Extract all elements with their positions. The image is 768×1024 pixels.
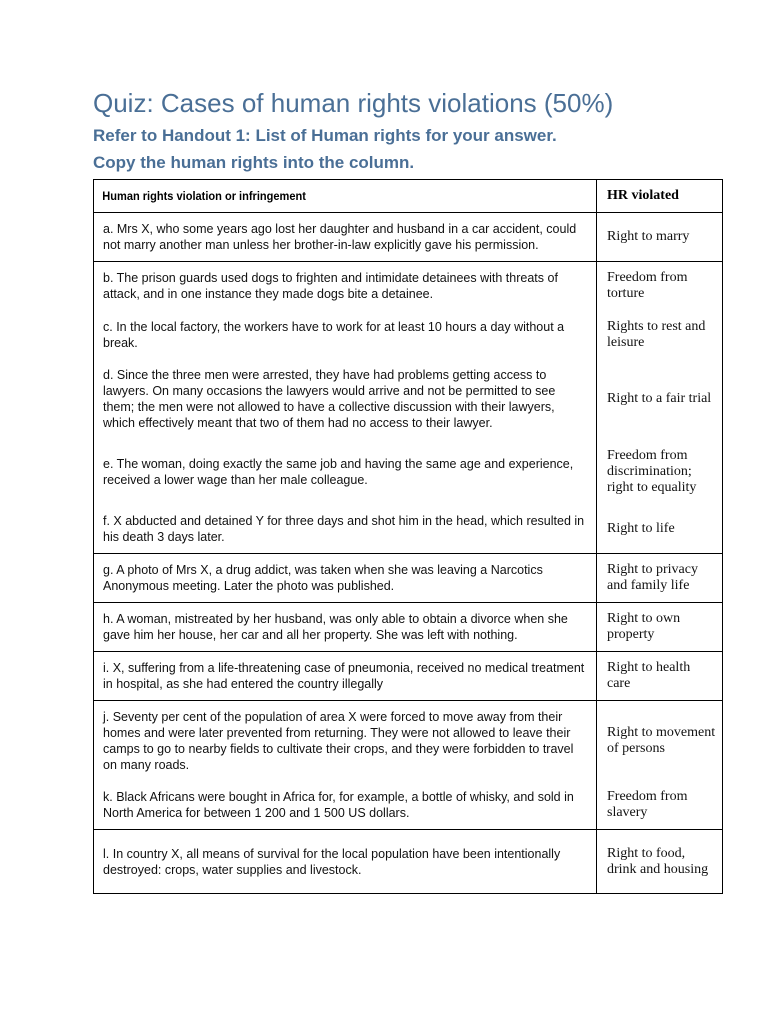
table-header-row [94, 180, 723, 213]
table-row [94, 359, 723, 440]
handout-instruction: Refer to Handout 1: List of Human rights for your answer. [93, 126, 557, 145]
header-violation: Human rights violation or infringement [102, 189, 306, 203]
case-g: g. A photo of Mrs X, a drug addict, was taken when she was leaving a Narcotics Anonymous meeting. Later the photo was published. [103, 563, 543, 593]
hr-violated-c: Rights to rest and leisure [607, 318, 706, 350]
hr-violated-j: Right to movement of persons [607, 725, 716, 757]
hr-violated-i: Right to health care [607, 660, 691, 691]
case-k: k. Black Africans were bought in Africa for, for example, a bottle of whisky, and sold in North America for between 1 200 and 1 500 US dollars. [103, 790, 574, 821]
case-j: j. Seventy per cent of the population of area X were forced to move away from their homes and were later prevented from returning. They were not allowed to leave their camps to go to nearby fields to cultivate their crops, and they were forbidden to travel on many roads. [103, 710, 574, 773]
hr-violated-a: Right to marry [607, 229, 690, 244]
table-row [94, 440, 723, 505]
table-row [94, 782, 723, 830]
hr-violated-b: Freedom from torture [607, 270, 688, 302]
table-row [94, 701, 723, 782]
table-row [94, 603, 723, 652]
table-row [94, 213, 723, 262]
case-b: b. The prison guards used dogs to frighten and intimidate detainees with threats of attack, and in one instance they made dogs bite a detainee. [103, 271, 558, 302]
table-row [94, 262, 723, 311]
case-a: a. Mrs X, who some years ago lost her daughter and husband in a car accident, could not marry another man unless her brother-in-law explicitly gave his permission. [103, 222, 577, 252]
hr-violated-e: Freedom from discrimination; right to equality [607, 448, 697, 495]
header-violation-cell [94, 180, 597, 213]
table-row [94, 505, 723, 554]
hr-violated-h: Right to own property [607, 611, 681, 642]
copy-instruction: Copy the human rights into the column. [93, 153, 415, 172]
table-row [94, 311, 723, 359]
header-hr-cell [597, 180, 723, 213]
case-d: d. Since the three men were arrested, they have had problems getting access to lawyers. On many occasions the lawyers would arrive and not be permitted to see them; the men were not allowed to have a collective discussion with their lawyers, which effectively meant that two of them had no access to their lawyer. [103, 368, 556, 430]
hr-violated-d: Right to a fair trial [607, 391, 712, 406]
quiz-title: Quiz: Cases of human rights violations (50%) [93, 88, 614, 118]
hr-violated-l: Right to food, drink and housing [607, 845, 709, 877]
case-c: c. In the local factory, the workers have to work for at least 10 hours a day without a break. [103, 319, 565, 350]
hr-violated-f: Right to life [607, 520, 675, 536]
case-l: l. In country X, all means of survival for the local population have been intentionally destroyed: crops, water supplies and livestock. [103, 846, 561, 877]
case-e: e. The woman, doing exactly the same job and having the same age and experience, received a lower wage than her male colleague. [103, 457, 574, 487]
hr-violated-g: Right to privacy and family life [607, 562, 698, 593]
case-f: f. X abducted and detained Y for three days and shot him in the head, which resulted in his death 3 days later. [103, 513, 585, 544]
case-h: h. A woman, mistreated by her husband, was only able to obtain a divorce when she gave him her house, her car and all her property. She was left with nothing. [103, 612, 568, 642]
table-row [94, 554, 723, 603]
violations-table [93, 179, 723, 894]
case-i: i. X, suffering from a life-threatening case of pneumonia, received no medical treatment in hospital, as she had entered the country illegally [103, 661, 585, 691]
header-hr-violated: HR violated [607, 188, 679, 203]
table-row [94, 652, 723, 701]
hr-violated-k: Freedom from slavery [607, 789, 688, 821]
table-row [94, 830, 723, 894]
